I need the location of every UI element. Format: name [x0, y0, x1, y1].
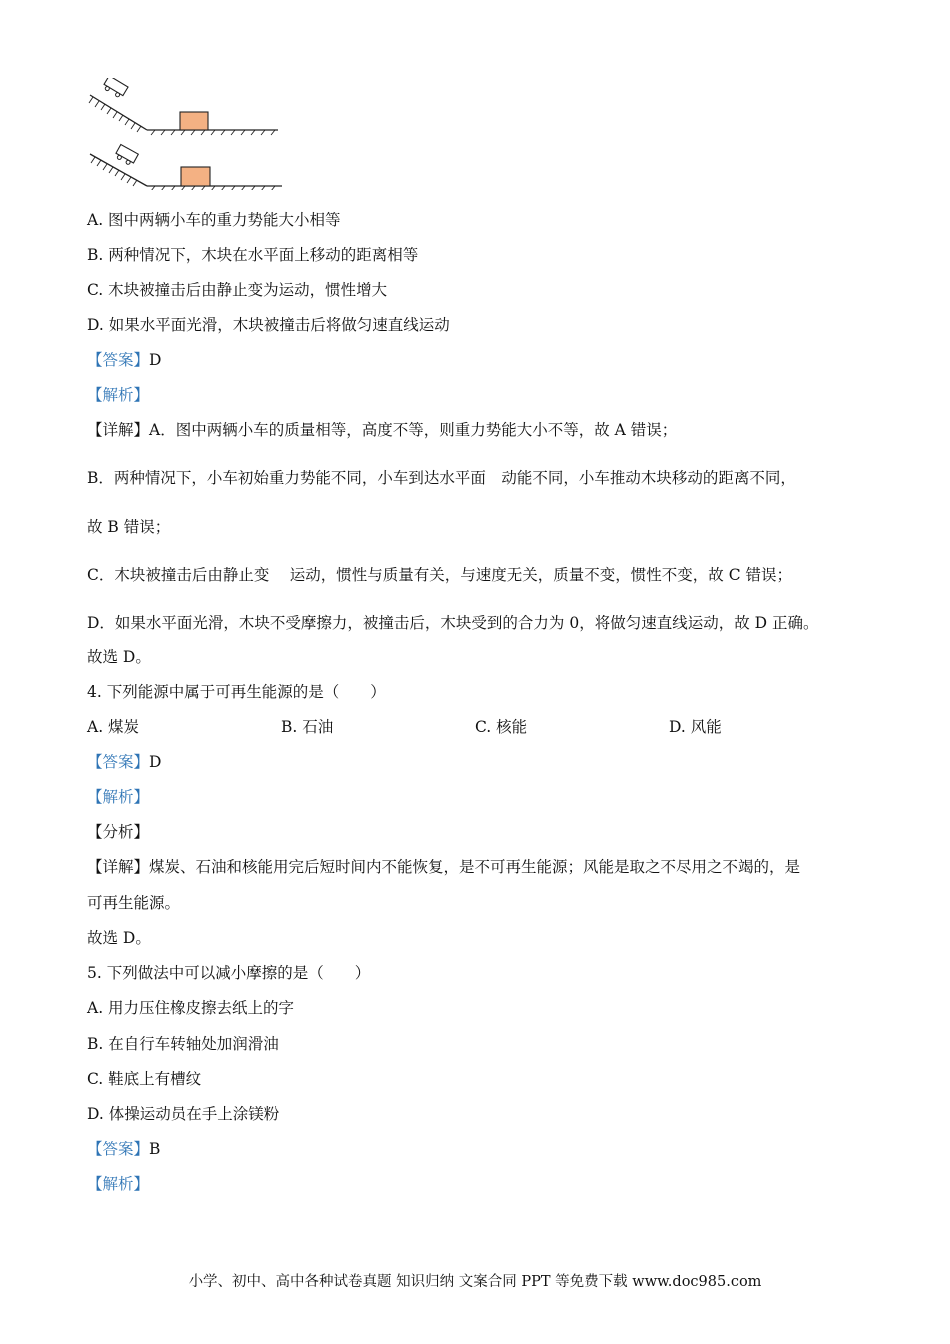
q4-detail-cont: 可再生能源。: [87, 894, 181, 912]
q4-fenxi-tag: 【分析】: [87, 823, 150, 841]
q4-analysis-tag: [87, 787, 149, 807]
detail-tag: 【详解】: [87, 858, 150, 876]
q4-option-a: A. 煤炭: [87, 718, 140, 736]
experiment-figure: [85, 78, 285, 190]
q4-option-b: B. 石油: [281, 718, 334, 736]
detail-text: 煤炭、石油和核能用完后短时间内不能恢复，是不可再生能源；风能是取之不尽用之不竭的，是: [149, 858, 801, 876]
q4-conclusion: 故选 D。: [87, 929, 151, 947]
q4-detail: [87, 857, 800, 877]
q4-option-d: D. 风能: [669, 718, 722, 736]
upper-setup: [89, 78, 278, 135]
q5-option-c: C. 鞋底上有槽纹: [87, 1070, 202, 1088]
lower-setup: [90, 145, 282, 190]
q3-detail-c: C．木块被撞击后由静止变 运动，惯性与质量有关，与速度无关，质量不变，惯性不变，故 C 错误；: [87, 566, 793, 584]
q3-analysis-tag: [87, 385, 149, 405]
q3-option-d: D. 如果水平面光滑，木块被撞击后将做匀速直线运动: [87, 316, 450, 334]
q3-answer: [87, 350, 161, 370]
q4-stem: 4. 下列能源中属于可再生能源的是（ ）: [87, 683, 386, 701]
detail-text: A．图中两辆小车的质量相等，高度不等，则重力势能大小不等，故 A 错误；: [149, 421, 678, 439]
analysis-tag: 【解析】: [87, 1175, 150, 1193]
page-footer: 小学、初中、高中各种试卷真题 知识归纳 文案合同 PPT 等免费下载 www.doc985.com: [188, 1274, 762, 1290]
q3-detail-b: B．两种情况下，小车初始重力势能不同，小车到达水平面 动能不同，小车推动木块移动的距离不同，: [87, 469, 796, 487]
answer-value: B: [149, 1140, 161, 1158]
q4-answer: [87, 752, 161, 772]
cart-icon-upper: [102, 78, 128, 99]
q3-option-b: B. 两种情况下，木块在水平面上移动的距离相等: [87, 246, 419, 264]
q5-option-b: B. 在自行车转轴处加润滑油: [87, 1035, 279, 1053]
answer-tag: 【答案】: [87, 351, 150, 369]
answer-value: D: [149, 753, 162, 771]
q3-option-c: C. 木块被撞击后由静止变为运动，惯性增大: [87, 281, 388, 299]
q5-answer: [87, 1139, 160, 1159]
q3-detail-b-cont: 故 B 错误；: [87, 518, 171, 536]
q4-option-c: C. 核能: [475, 718, 528, 736]
answer-value: D: [149, 351, 162, 369]
answer-tag: 【答案】: [87, 753, 150, 771]
q3-detail-d: D．如果水平面光滑，木块不受摩擦力，被撞击后，木块受到的合力为 0，将做匀速直线运动，故 D 正确。: [87, 614, 819, 632]
analysis-tag: 【解析】: [87, 386, 150, 404]
wood-block-lower: [181, 167, 210, 186]
wood-block-upper: [180, 112, 208, 130]
analysis-tag: 【解析】: [87, 788, 150, 806]
q3-conclusion: 故选 D。: [87, 648, 151, 666]
q5-analysis-tag: [87, 1174, 149, 1194]
q5-stem: 5. 下列做法中可以减小摩擦的是（ ）: [87, 964, 371, 982]
q3-detail-a: [87, 420, 677, 440]
cart-icon-lower: [114, 145, 138, 167]
q5-option-a: A. 用力压住橡皮擦去纸上的字: [87, 999, 295, 1017]
q3-option-a: A. 图中两辆小车的重力势能大小相等: [87, 211, 341, 229]
q5-option-d: D. 体操运动员在手上涂镁粉: [87, 1105, 280, 1123]
answer-tag: 【答案】: [87, 1140, 150, 1158]
detail-tag: 【详解】: [87, 421, 150, 439]
